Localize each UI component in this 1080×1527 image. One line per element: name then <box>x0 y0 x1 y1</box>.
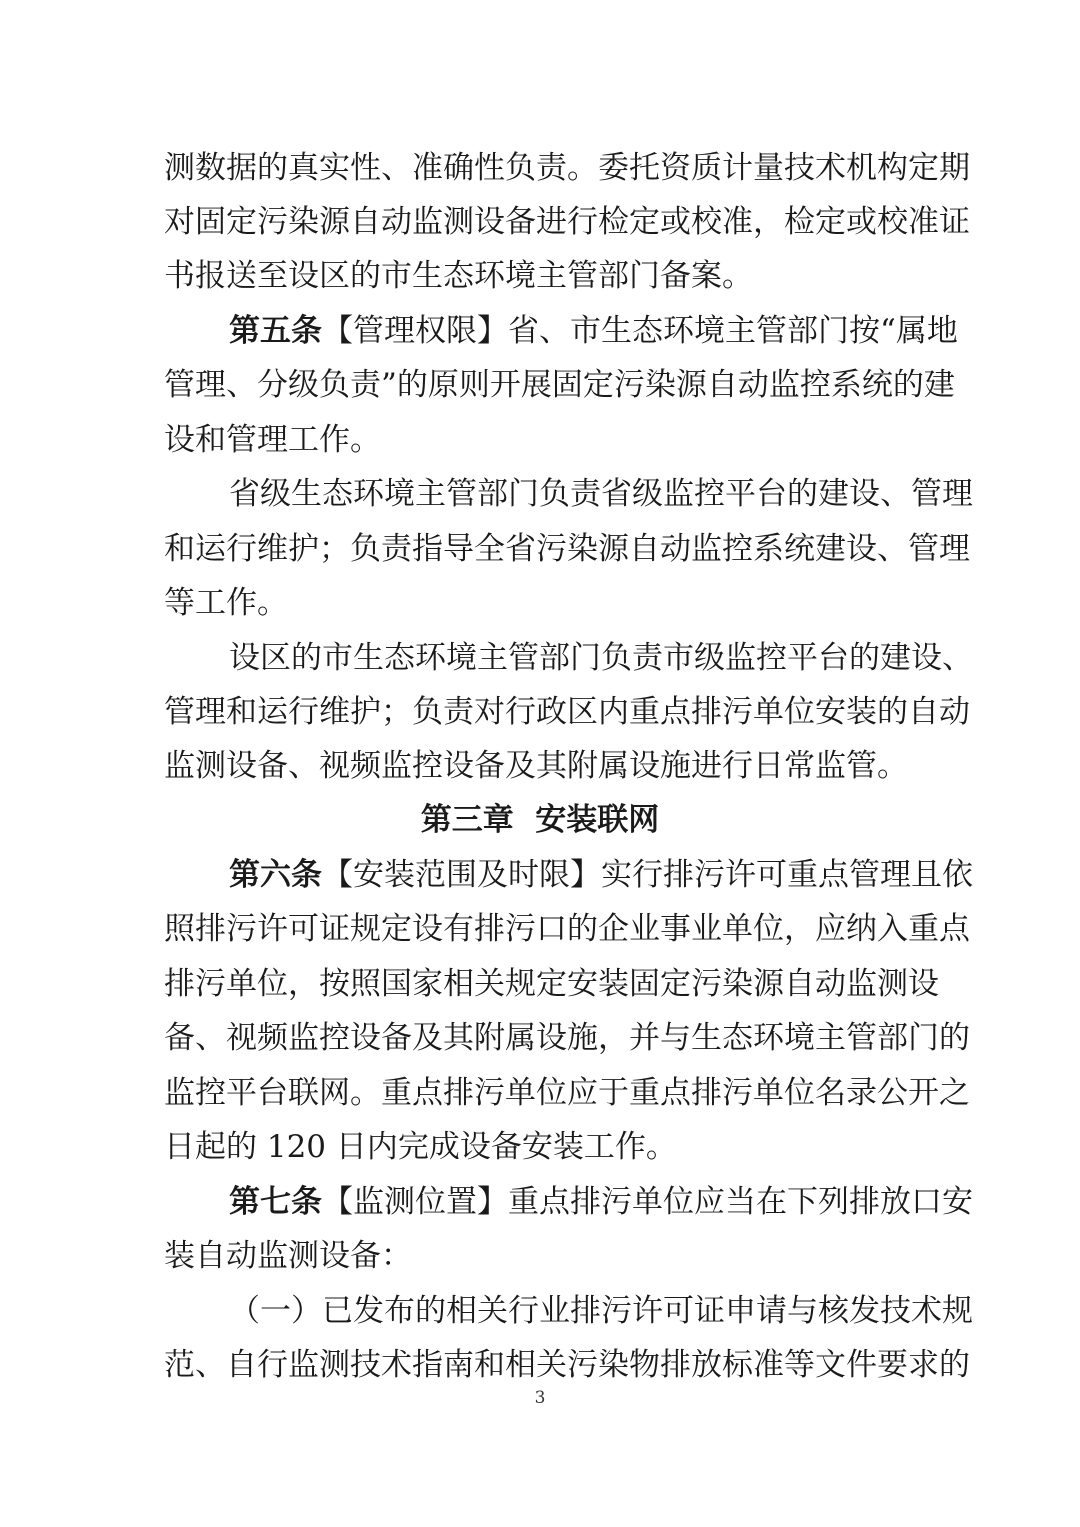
article-5-heading-line: 第五条【管理权限】省、市生态环境主管部门按“属地 <box>229 313 958 349</box>
text-line: 装自动监测设备： <box>164 1238 412 1274</box>
text-line: 设区的市生态环境主管部门负责市级监控平台的建设、 <box>229 640 973 676</box>
article-number: 第七条 <box>229 1184 322 1220</box>
text-line: 测数据的真实性、准确性负责。委托资质计量技术机构定期 <box>164 150 970 186</box>
text-line: 排污单位，按照国家相关规定安装固定污染源自动监测设 <box>164 966 939 1002</box>
text-line: 监测设备、视频监控设备及其附属设施进行日常监管。 <box>164 748 908 784</box>
text-line: 日起的 120 日内完成设备安装工作。 <box>164 1129 677 1165</box>
article-number: 第六条 <box>229 857 322 893</box>
list-item-line: （一）已发布的相关行业排污许可证申请与核发技术规 <box>229 1293 973 1329</box>
chapter-heading: 第三章 安装联网 <box>420 802 660 838</box>
article-number: 第五条 <box>229 313 322 349</box>
text-line: 对固定污染源自动监测设备进行检定或校准，检定或校准证 <box>164 204 970 240</box>
text-line: 范、自行监测技术指南和相关污染物排放标准等文件要求的 <box>164 1347 970 1383</box>
page-number: 3 <box>534 1388 546 1408</box>
text-line: 照排污许可证规定设有排污口的企业事业单位，应纳入重点 <box>164 911 970 947</box>
text-line: 等工作。 <box>164 585 288 621</box>
text-line: 省级生态环境主管部门负责省级监控平台的建设、管理 <box>229 476 973 512</box>
text-line: 管理和运行维护；负责对行政区内重点排污单位安装的自动 <box>164 694 970 730</box>
text-line: 和运行维护；负责指导全省污染源自动监控系统建设、管理 <box>164 531 970 567</box>
article-7-heading-line: 第七条【监测位置】重点排污单位应当在下列排放口安 <box>229 1184 973 1220</box>
text-line: 备、视频监控设备及其附属设施，并与生态环境主管部门的 <box>164 1020 970 1056</box>
text-line: 监控平台联网。重点排污单位应于重点排污单位名录公开之 <box>164 1075 970 1111</box>
text-line: 设和管理工作。 <box>164 422 381 458</box>
article-6-heading-line: 第六条【安装范围及时限】实行排污许可重点管理且依 <box>229 857 973 893</box>
text-line: 管理、分级负责”的原则开展固定污染源自动监控系统的建 <box>164 367 955 403</box>
text-line: 书报送至设区的市生态环境主管部门备案。 <box>164 258 753 294</box>
